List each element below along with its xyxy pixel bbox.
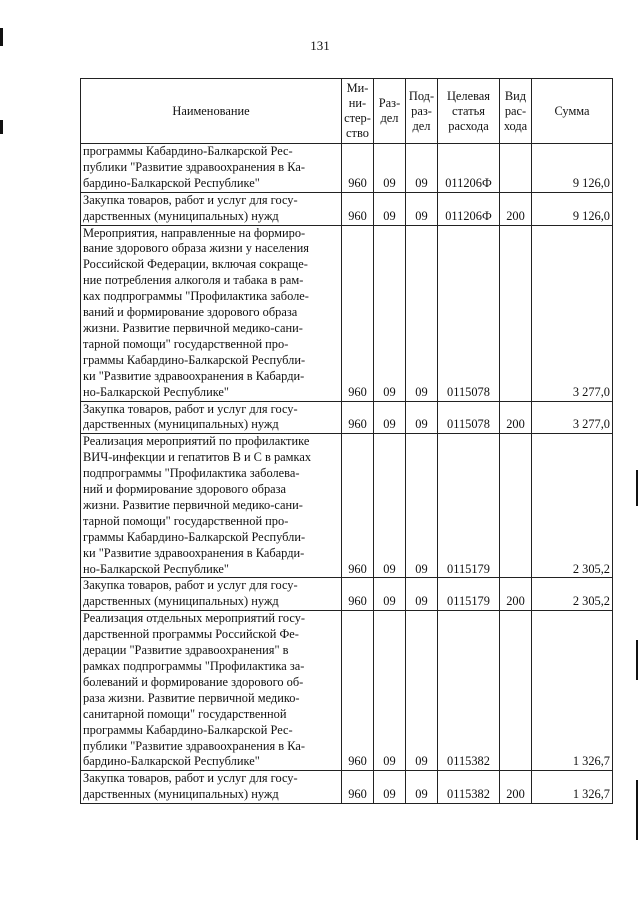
table-row [81, 192, 613, 225]
scan-edge-mark [0, 28, 3, 46]
name-cell: Реализация отдельных мероприятий госу- дарственной программы Российской Фе- дерации "Развитие здравоохранения" в рамках подпрограммы "Профилактика за- болеваний и формирование здорового об- раза жизни. Развитие первичной медико- санитарной помощи" государственной программы Кабардино-Балкарской Рес- публики "Развитие здравоохранения в Ка- бардино-Балкарской Республике" [81, 611, 342, 771]
table-row [81, 144, 613, 193]
target-cell: 0115179 [438, 434, 500, 578]
table-header-row [81, 79, 613, 144]
table-row [81, 225, 613, 401]
target-cell: 011206Ф [438, 192, 500, 225]
table-row [81, 771, 613, 804]
ministry-cell: 960 [342, 192, 374, 225]
header-subsection-text: Под- раз- дел [408, 88, 435, 133]
ministry-cell: 960 [342, 611, 374, 771]
target-cell: 0115382 [438, 611, 500, 771]
sum-cell: 9 126,0 [532, 144, 613, 193]
section-cell: 09 [374, 144, 406, 193]
table-row [81, 401, 613, 434]
name-cell: Мероприятия, направленные на формиро- вание здорового образа жизни у населения Российской Федерации, включая сокраще- ние потребления алкоголя и табака в рам- ках подпрограммы "Профилактика заболе- ваний и формирование здорового образа жизни. Развитие первичной медико-сани- тарной помощи" государственной про- граммы Кабардино-Балкарской Республи- ки "Развитие здравоохранения в Кабарди- но-Балкарской Республике" [81, 225, 342, 401]
header-section-text: Раз- дел [378, 96, 401, 125]
name-cell: Закупка товаров, работ и услуг для госу- дарственных (муниципальных) нужд [81, 771, 342, 804]
section-cell: 09 [374, 771, 406, 804]
sum-cell: 2 305,2 [532, 578, 613, 611]
type-cell: 200 [500, 192, 532, 225]
header-name: Наименование [81, 79, 342, 144]
header-target [438, 79, 500, 144]
subsection-cell: 09 [406, 611, 438, 771]
name-cell: Закупка товаров, работ и услуг для госу- дарственных (муниципальных) нужд [81, 192, 342, 225]
sum-cell: 3 277,0 [532, 225, 613, 401]
header-target-text: Целевая статья расхода [446, 88, 491, 133]
type-cell [500, 225, 532, 401]
table-row [81, 578, 613, 611]
name-cell: Закупка товаров, работ и услуг для госу- дарственных (муниципальных) нужд [81, 401, 342, 434]
target-cell: 0115382 [438, 771, 500, 804]
type-cell: 200 [500, 771, 532, 804]
name-cell: Реализация мероприятий по профилактике ВИЧ-инфекции и гепатитов В и С в рамках подпрограммы "Профилактика заболева- ний и формирование здорового образа жизни. Развитие первичной медико-сани- тарной помощи" государственной про- граммы Кабардино-Балкарской Республи- ки "Развитие здравоохранения в Кабарди- но-Балкарской Республике" [81, 434, 342, 578]
scan-edge-mark [636, 470, 638, 506]
header-type [500, 79, 532, 144]
ministry-cell: 960 [342, 144, 374, 193]
ministry-cell: 960 [342, 434, 374, 578]
page-number: 131 [310, 38, 330, 53]
sum-cell: 3 277,0 [532, 401, 613, 434]
target-cell: 0115078 [438, 225, 500, 401]
ministry-cell: 960 [342, 771, 374, 804]
sum-cell: 2 305,2 [532, 434, 613, 578]
target-cell: 0115078 [438, 401, 500, 434]
budget-table [80, 78, 613, 804]
table-row [81, 611, 613, 771]
header-subsection [406, 79, 438, 144]
header-sum: Сумма [532, 79, 613, 144]
header-section [374, 79, 406, 144]
sum-cell: 9 126,0 [532, 192, 613, 225]
type-cell: 200 [500, 401, 532, 434]
target-cell: 011206Ф [438, 144, 500, 193]
section-cell: 09 [374, 611, 406, 771]
section-cell: 09 [374, 401, 406, 434]
subsection-cell: 09 [406, 401, 438, 434]
scan-edge-mark [0, 120, 3, 134]
subsection-cell: 09 [406, 225, 438, 401]
header-ministry-text: Ми- ни- стер- ство [344, 81, 371, 140]
ministry-cell: 960 [342, 578, 374, 611]
name-cell: программы Кабардино-Балкарской Рес- публики "Развитие здравоохранения в Ка- бардино-Балкарской Республике" [81, 144, 342, 193]
ministry-cell: 960 [342, 401, 374, 434]
sum-cell: 1 326,7 [532, 611, 613, 771]
sum-cell: 1 326,7 [532, 771, 613, 804]
subsection-cell: 09 [406, 434, 438, 578]
scan-edge-mark [636, 640, 638, 680]
subsection-cell: 09 [406, 192, 438, 225]
type-cell: 200 [500, 578, 532, 611]
section-cell: 09 [374, 578, 406, 611]
table-row [81, 434, 613, 578]
target-cell: 0115179 [438, 578, 500, 611]
section-cell: 09 [374, 192, 406, 225]
subsection-cell: 09 [406, 144, 438, 193]
ministry-cell: 960 [342, 225, 374, 401]
name-cell: Закупка товаров, работ и услуг для госу- дарственных (муниципальных) нужд [81, 578, 342, 611]
table-body [81, 144, 613, 804]
section-cell: 09 [374, 225, 406, 401]
subsection-cell: 09 [406, 578, 438, 611]
type-cell [500, 611, 532, 771]
header-type-text: Вид рас- хода [503, 88, 528, 133]
type-cell [500, 144, 532, 193]
header-ministry [342, 79, 374, 144]
subsection-cell: 09 [406, 771, 438, 804]
type-cell [500, 434, 532, 578]
section-cell: 09 [374, 434, 406, 578]
scan-edge-mark [636, 780, 638, 840]
